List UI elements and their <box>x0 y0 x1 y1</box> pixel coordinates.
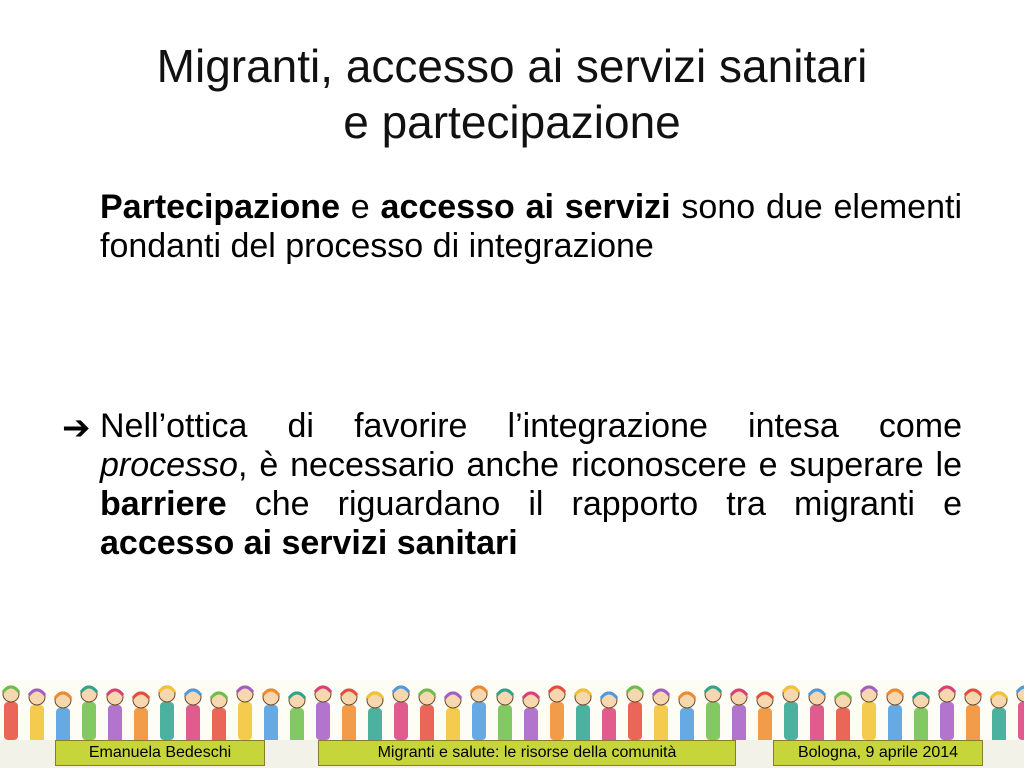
drawing-figure <box>107 689 123 740</box>
p2-text1: Nell’ottica di favorire l’integrazione intesa come <box>100 407 962 445</box>
drawing-figure <box>289 692 305 740</box>
p1-text1: e <box>339 188 381 226</box>
drawing-figure <box>887 689 903 740</box>
drawing-figure <box>55 692 71 740</box>
bold-partecipazione: Partecipazione <box>100 188 340 226</box>
children-drawing-strip <box>0 680 1024 740</box>
drawing-figure <box>549 686 565 740</box>
drawing-figure <box>809 689 825 740</box>
drawing-figure <box>237 686 253 740</box>
slide-title-line2: e partecipazione <box>343 96 681 148</box>
drawing-figure <box>471 686 487 740</box>
drawing-figure <box>861 686 877 740</box>
p2-text3: che riguardano il rapporto tra migranti e <box>226 485 962 523</box>
p1-text2: sono due elementi fondanti del processo di integrazione <box>100 188 962 265</box>
drawing-figure <box>315 686 331 740</box>
drawing-figure <box>575 689 591 740</box>
italic-processo: processo <box>100 446 238 484</box>
drawing-figure <box>367 692 383 740</box>
drawing-figure <box>965 689 981 740</box>
drawing-figure <box>679 692 695 740</box>
drawing-figure <box>523 692 539 740</box>
bold-accesso-servizi: accesso ai servizi <box>380 188 671 226</box>
drawing-figure <box>185 689 201 740</box>
drawing-figure <box>627 686 643 740</box>
drawing-figure <box>835 692 851 740</box>
drawing-figure <box>211 692 227 740</box>
drawing-figure <box>705 686 721 740</box>
drawing-figure <box>393 686 409 740</box>
drawing-figure <box>913 692 929 740</box>
bold-accesso-servizi-sanitari: accesso ai servizi sanitari <box>100 524 518 562</box>
paragraph-participation <box>100 188 962 266</box>
drawing-figure <box>991 692 1007 740</box>
slide-title-line1: Migranti, accesso ai servizi sanitari <box>156 40 868 92</box>
bold-barriere: barriere <box>100 485 227 523</box>
p2-text2: , è necessario anche riconoscere e superare le <box>237 446 962 484</box>
drawing-figure <box>939 686 955 740</box>
drawing-figure <box>783 686 799 740</box>
drawing-figures <box>0 680 1024 740</box>
drawing-figure <box>445 692 461 740</box>
arrow-right-icon: ➔ <box>62 409 91 447</box>
drawing-figure <box>81 686 97 740</box>
drawing-figure <box>757 692 773 740</box>
drawing-figure <box>419 689 435 740</box>
drawing-figure <box>341 689 357 740</box>
drawing-figure <box>29 689 45 740</box>
slide-title <box>40 38 984 150</box>
footer-date: Bologna, 9 aprile 2014 <box>773 740 983 766</box>
drawing-figure <box>731 689 747 740</box>
drawing-figure <box>263 689 279 740</box>
drawing-figure <box>3 686 19 740</box>
drawing-figure <box>133 692 149 740</box>
drawing-figure <box>1017 686 1024 740</box>
footer-event: Migranti e salute: le risorse della comunità <box>318 740 736 766</box>
footer-author: Emanuela Bedeschi <box>55 740 265 766</box>
drawing-figure <box>497 689 513 740</box>
drawing-figure <box>159 686 175 740</box>
drawing-figure <box>653 689 669 740</box>
drawing-figure <box>601 692 617 740</box>
paragraph-barriers <box>100 407 962 563</box>
